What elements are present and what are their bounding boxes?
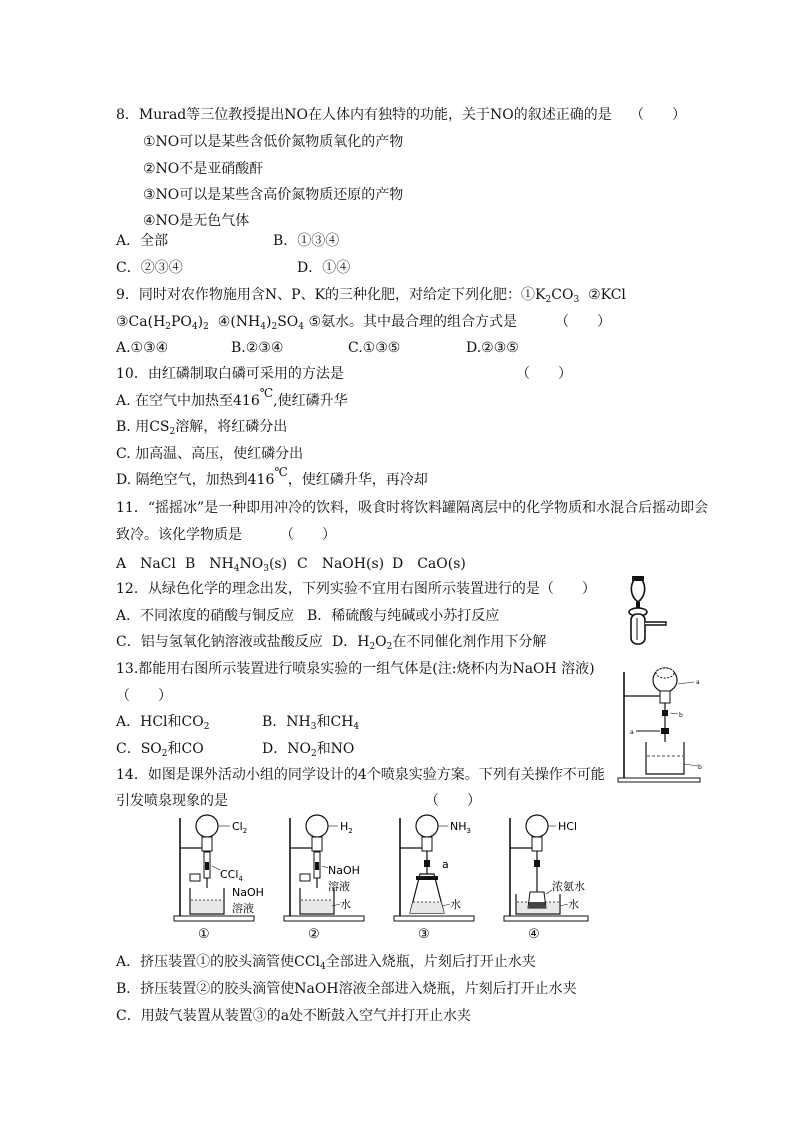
- q10-option-c: C. 加高温、高压，使红磷分出: [116, 446, 304, 462]
- svg-text:b: b: [698, 764, 702, 771]
- q13-option-c: C．$SO_2$和CO: [116, 741, 204, 759]
- q12-option-a: A．不同浓度的硝酸与铜反应: [116, 608, 295, 624]
- setup-1-gas-label: $Cl_2$: [232, 820, 248, 835]
- q13-option-b: B．$NH_3$和$CH_4$: [262, 714, 360, 732]
- setup-2-gas-label: $H_2$: [340, 820, 353, 835]
- q9-option-c: C.①③⑤: [348, 340, 401, 356]
- q8-stem: 8．Murad等三位教授提出NO在人体内有独特的功能，关于NO的叙述正确的是: [116, 107, 612, 123]
- q8-option-c: C．②③④: [116, 260, 183, 276]
- setup-1-liquid-label-1: NaOH: [232, 886, 264, 899]
- q12-stem: 12．从绿色化学的理念出发，下列实验不宜用右图所示装置进行的是（ ）: [116, 581, 596, 597]
- q11-option-a: A NaCl: [116, 556, 176, 572]
- setup-1-liquid-label-2: 溶液: [232, 902, 254, 915]
- q11-stem: 11．“摇摇冰”是一种即用冲冷的饮料，吸食时将饮料罐隔离层中的化学物质和水混合后摇动即会: [116, 500, 709, 516]
- q8-item-4: ④NO是无色气体: [143, 213, 250, 229]
- setup-3-gas-label: $NH_3$: [450, 820, 471, 835]
- q8-item-3: ③NO可以是某些含高价氮物质还原的产物: [143, 187, 404, 203]
- q10-option-a: A. 在空气中加热至416℃,使红磷升华: [116, 386, 348, 409]
- q8-option-b: B．①③④: [273, 233, 340, 249]
- q11-option-b: B $NH_4NO_3(s)$: [185, 556, 288, 574]
- q8-answer-paren: （ ）: [630, 107, 686, 123]
- q9-option-d: D.②③⑤: [466, 340, 519, 356]
- q8-option-d: D．①④: [297, 260, 351, 276]
- q9-stem-line2: $③Ca(H_2PO_4)_2$ $④(NH_4)_2SO_4$ ⑤氨水。其中最合理的组合方式是: [116, 314, 518, 332]
- setup-2: [284, 815, 364, 942]
- q9-stem: 9．同时对农作物施用含N、P、K的三种化肥，对给定下列化肥：$①K_2CO_3$ ②KCl: [116, 287, 626, 305]
- setup-1: [174, 815, 264, 942]
- q9-option-a: A.①③④: [116, 340, 169, 356]
- q13-fountain-figure: [616, 664, 706, 786]
- setup-4: [504, 815, 588, 942]
- q10-option-b: B. 用$CS_2$溶解，将红磷分出: [116, 419, 288, 437]
- setup-4-liquid-label-2: 水: [568, 898, 579, 911]
- setup-3-liquid-label: 水: [450, 898, 461, 911]
- q9-answer-paren: （ ）: [555, 314, 611, 330]
- setup-1-number: ①: [198, 927, 210, 942]
- svg-text:a: a: [696, 679, 700, 686]
- setup-1-dropper-label: CCl$_4$: [220, 868, 243, 883]
- setup-4-number: ④: [528, 927, 540, 942]
- setup-3-number: ③: [418, 927, 430, 942]
- q14-stem: 14．如图是课外活动小组的同学设计的4个喷泉实验方案。下列有关操作不可能: [116, 767, 605, 783]
- q11-answer-paren: （ ）: [280, 527, 336, 543]
- q14-option-a: A．挤压装置①的胶头滴管使CCl$_4$全部进入烧瓶，片刻后打开止水夹: [116, 954, 536, 972]
- q8-item-1: ①NO可以是某些含低价氮物质氧化的产物: [143, 134, 404, 150]
- q9-option-b: B.②③④: [231, 340, 284, 356]
- setup-4-liquid-label-1: 浓氨水: [552, 880, 585, 893]
- setup-2-number: ②: [308, 927, 320, 942]
- q12-option-c: C．铝与氢氧化钠溶液或盐酸反应: [116, 634, 323, 650]
- q10-option-d: D. 隔绝空气，加热到416℃，使红磷升华，再冷却: [116, 465, 428, 488]
- setup-2-liquid-label-1: 溶液: [328, 880, 350, 893]
- setup-3: [394, 815, 474, 942]
- q13-option-d: D．$NO_2$和NO: [262, 741, 355, 759]
- q13-answer-paren: （ ）: [116, 688, 172, 704]
- q14-option-c: C．用鼓气装置从装置③的a处不断鼓入空气并打开止水夹: [116, 1008, 472, 1024]
- q10-answer-paren: （ ）: [516, 366, 572, 382]
- q12-option-b: B．稀硫酸与纯碱或小苏打反应: [307, 608, 500, 624]
- setup-4-gas-label: HCl: [558, 820, 578, 833]
- q14-option-b: B．挤压装置②的胶头滴管使NaOH溶液全部进入烧瓶，片刻后打开止水夹: [116, 981, 577, 997]
- q14-answer-paren: （ ）: [425, 793, 481, 809]
- q11-stem-line2: 致冷。该化学物质是: [116, 527, 242, 543]
- q11-option-d: D CaO(s): [392, 556, 466, 572]
- q13-option-a: A．HCl和$CO_2$: [116, 714, 210, 732]
- q8-item-2: ②NO不是亚硝酸酐: [143, 161, 264, 177]
- q12-apparatus-figure: [620, 574, 668, 650]
- q10-stem: 10．由红磷制取白磷可采用的方法是: [116, 366, 344, 382]
- q8-option-a: A．全部: [116, 233, 169, 249]
- q12-option-d: D．$H_2O_2$在不同催化剂作用下分解: [332, 634, 547, 652]
- q13-stem: 13.都能用右图所示装置进行喷泉实验的一组气体是(注:烧杯内为NaOH 溶液): [116, 661, 595, 677]
- q14-fountain-setups-figure: [160, 812, 600, 944]
- q14-stem-line2: 引发喷泉现象的是: [116, 793, 228, 809]
- setup-2-liquid-label-2: 水: [340, 898, 351, 911]
- setup-3-marker-a: a: [442, 858, 449, 871]
- setup-2-dropper-label: NaOH: [328, 864, 360, 877]
- svg-text:a: a: [630, 729, 634, 736]
- svg-text:b: b: [679, 712, 683, 719]
- q11-option-c: C NaOH(s): [297, 556, 385, 572]
